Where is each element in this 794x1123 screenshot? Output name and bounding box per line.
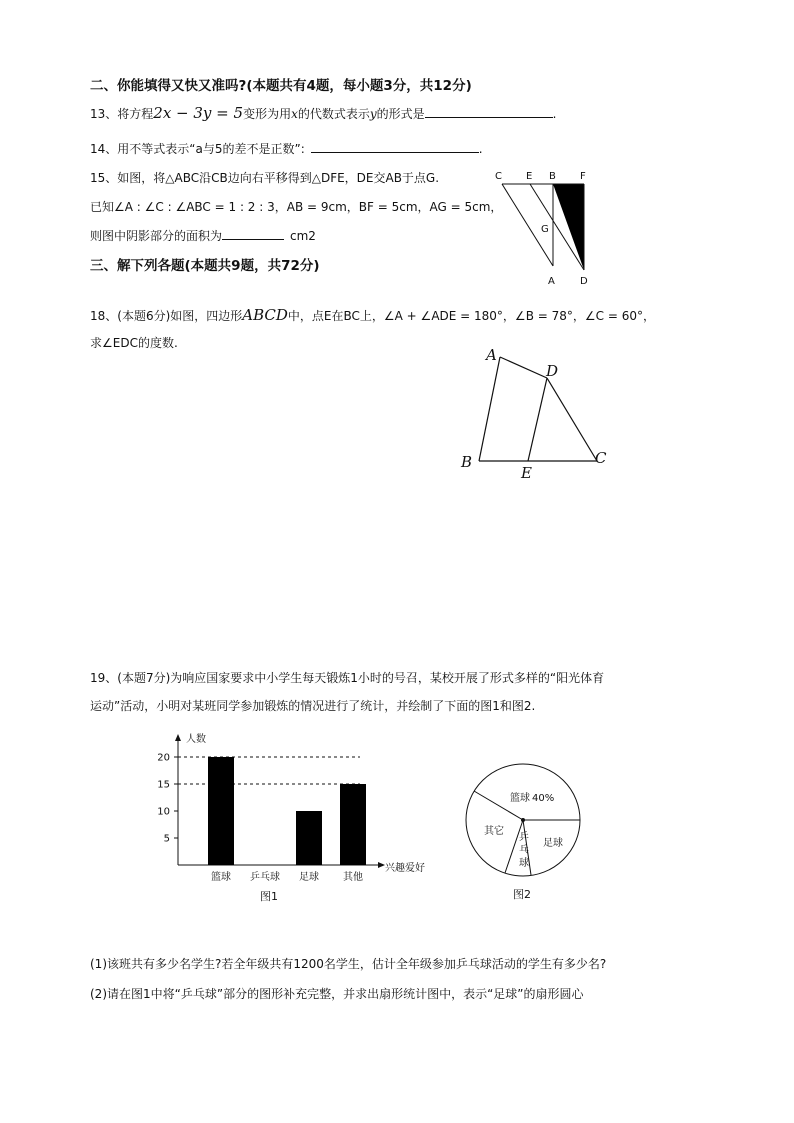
y-axis-label: 人数 (186, 734, 206, 745)
question-19-line-2: 运动”活动，小明对某班同学参加锻炼的情况进行了统计，并绘制了下面的图1和图2. (90, 699, 536, 713)
y-tick-label-20: 20 (157, 752, 170, 764)
q18-prefix: 18、(本题6分)如图，四边形 (90, 309, 243, 323)
x-label-其他: 其他 (343, 872, 363, 883)
label-F: F (580, 171, 586, 182)
x-label-乒乓球: 乒乓球 (250, 872, 280, 883)
q15-answer-blank[interactable] (222, 229, 284, 240)
q13-end: . (552, 107, 557, 121)
pie-label-pingpong: 乒 乓 球 (519, 832, 529, 869)
bar-足球 (296, 811, 322, 865)
y-axis-arrow (175, 734, 181, 741)
q15-line-3 (90, 227, 316, 244)
label-A: A (548, 276, 555, 287)
y-tick-label-15: 15 (157, 779, 170, 791)
pie-label-other: 其它 (484, 826, 504, 837)
q18-suffix: 中，点E在BC上，∠A + ∠ADE = 180°，∠B = 78°，∠C = 60°， (287, 309, 655, 323)
q14-answer-blank[interactable] (311, 142, 479, 153)
q15-translation-figure (490, 164, 600, 288)
y-tick-label-10: 10 (157, 806, 170, 818)
x-axis-label: 兴趣爱好 (385, 863, 425, 874)
question-13 (90, 104, 557, 122)
side-ad (500, 357, 547, 378)
x-label-篮球: 篮球 (211, 872, 231, 883)
q13-suffix: 的形式是 (376, 107, 425, 121)
label-D: D (546, 362, 559, 380)
shaded-region (553, 184, 584, 270)
pie-center (521, 818, 525, 822)
q13-middle2: 的代数式表示 (297, 107, 370, 121)
q15-unit: cm2 (290, 229, 316, 243)
segment-de (528, 378, 547, 461)
question-14 (90, 140, 483, 157)
q15-line-2: 已知∠A : ∠C : ∠ABC = 1 : 2 : 3，AB = 9cm，BF = 5cm，AG = 5cm， (90, 200, 503, 214)
q18-quad: ABCD (242, 306, 288, 324)
question-18-line-2: 求∠EDC的度数. (90, 336, 178, 350)
pie-chart-figure-2 (462, 762, 592, 902)
pie-label-basketball: 篮球 40% (510, 793, 555, 804)
label-A: A (486, 346, 497, 364)
label-E: E (521, 464, 532, 482)
x-axis-arrow (378, 862, 385, 868)
q19-sub-2: (2)请在图1中将“乒乓球”部分的图形补充完整，并求出扇形统计图中，表示“足球”的扇形圆心 (90, 987, 584, 1001)
q19-sub-1: (1)该班共有多少名学生?若全年级共有1200名学生，估计全年级参加乒乓球活动的学生有多少名? (90, 957, 607, 971)
side-dc (547, 378, 597, 461)
y-tick-label-5: 5 (163, 833, 170, 845)
q18-quadrilateral-figure (450, 340, 620, 485)
q13-prefix: 13、将方程 (90, 107, 154, 121)
section-2-heading: 二、你能填得又快又准吗?(本题共有4题，每小题3分，共12分) (90, 78, 472, 94)
label-C: C (595, 449, 607, 467)
q13-var-y: y (369, 107, 377, 121)
bar-chart-title: 图1 (260, 890, 278, 903)
q13-var-x: x (291, 107, 298, 121)
q15-line-3-prefix: 则图中阴影部分的面积为 (90, 229, 223, 243)
label-B: B (549, 171, 556, 182)
bar-chart-figure-1 (157, 728, 430, 908)
q13-answer-blank[interactable] (425, 107, 553, 118)
q15-line-1: 15、如图，将△ABC沿CB边向右平移得到△DFE，DE交AB于点G. (90, 171, 440, 185)
bar-其他 (340, 784, 366, 865)
label-D: D (580, 276, 588, 287)
label-G: G (541, 224, 549, 235)
q14-text: 14、用不等式表示“a与5的差不是正数”: (90, 142, 305, 156)
pie-chart-title: 图2 (513, 888, 531, 901)
bar-篮球 (208, 757, 234, 865)
q13-middle: 变形为用 (243, 107, 292, 121)
label-E: E (526, 171, 533, 182)
pie-label-football: 足球 (543, 838, 563, 849)
q13-equation: 2x − 3y = 5 (153, 104, 244, 122)
section-3-heading: 三、解下列各题(本题共9题，共72分) (90, 258, 320, 274)
side-ab (479, 357, 500, 461)
q14-end: . (478, 142, 483, 156)
question-19-line-1: 19、(本题7分)为响应国家要求中小学生每天锻炼1小时的号召，某校开展了形式多样的“阳光体育 (90, 671, 605, 685)
question-18-line-1 (90, 306, 655, 324)
label-C: C (495, 171, 502, 182)
x-label-足球: 足球 (299, 872, 319, 883)
label-B: B (461, 453, 473, 471)
